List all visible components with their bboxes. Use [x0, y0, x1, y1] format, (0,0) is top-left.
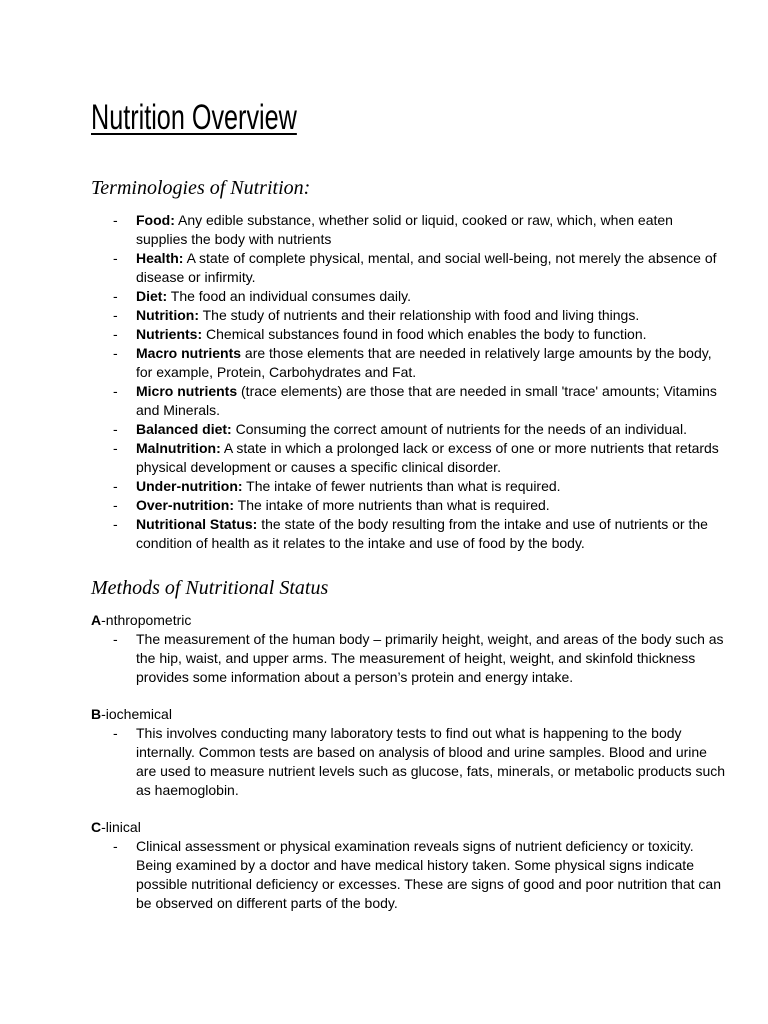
- method-anthropometric-description: - The measurement of the human body – primarily height, weight, and areas of the body such as the hip, waist, and upper arms. The measurement of height, weight, and skinfold thickness provides some information about a person’s protein and energy intake.: [0, 630, 768, 687]
- method-biochemical-list: [0, 724, 768, 800]
- method-anthropometric-label: [91, 611, 191, 630]
- term-item-food: [0, 211, 768, 249]
- method-biochemical-description: - This involves conducting many laboratory tests to find out what is happening to the body internally. Common tests are based on analysis of blood and urine samples. Blood and urine are used to measure nutrient levels such as glucose, fats, minerals, or metabolic products such as haemoglobin.: [0, 724, 768, 800]
- term-label: Over-nutrition:: [136, 497, 234, 513]
- method-clinical-description: - Clinical assessment or physical examination reveals signs of nutrient deficiency or toxicity. Being examined by a doctor and have medical history taken. Some physical signs indicate possible nutritional deficiency or excesses. These are signs of good and poor nutrition that can be observed on different parts of the body.: [0, 837, 768, 913]
- term-item-micro-nutrients: [0, 382, 768, 420]
- method-name-rest: -linical: [101, 819, 141, 835]
- method-clinical-label: [91, 818, 141, 837]
- page-title: Nutrition Overview: [91, 98, 297, 137]
- term-definition: The intake of more nutrients than what is required.: [234, 497, 550, 513]
- method-clinical-list: [0, 837, 768, 913]
- term-label: Nutrition:: [136, 307, 199, 323]
- term-label: Malnutrition:: [136, 440, 221, 456]
- term-item-nutrition: [0, 306, 768, 325]
- method-initial: A: [91, 612, 102, 628]
- term-definition: The intake of fewer nutrients than what is required.: [242, 478, 561, 494]
- term-item-nutrients: [0, 325, 768, 344]
- term-item-diet: [0, 287, 768, 306]
- term-definition: The food an individual consumes daily.: [167, 288, 411, 304]
- term-item-balanced-diet: [0, 420, 768, 439]
- term-definition: are those elements that are needed in relatively large amounts by the body, for example, Protein, Carbohydrates and Fat.: [136, 345, 712, 380]
- term-definition: A state of complete physical, mental, and social well-being, not merely the absence of disease or infirmity.: [136, 250, 717, 285]
- method-initial: C: [91, 819, 102, 835]
- term-item-health: [0, 249, 768, 287]
- term-definition: (trace elements) are those that are needed in small 'trace' amounts; Vitamins and Minerals.: [136, 383, 717, 418]
- method-name-rest: -nthropometric: [101, 612, 192, 628]
- term-item-macro-nutrients: [0, 344, 768, 382]
- term-definition: The study of nutrients and their relationship with food and living things.: [198, 307, 640, 323]
- terminologies-list: [0, 211, 768, 553]
- methods-heading: Methods of Nutritional Status: [91, 577, 329, 599]
- method-biochemical-label: [91, 705, 172, 724]
- term-item-nutritional-status: [0, 515, 768, 553]
- term-definition: Any edible substance, whether solid or liquid, cooked or raw, which, when eaten supplies the body with nutrients: [136, 212, 673, 247]
- method-initial: B: [91, 706, 102, 722]
- terminologies-heading: Terminologies of Nutrition:: [91, 177, 311, 199]
- term-label: Micro nutrients: [136, 383, 238, 399]
- term-label: Food:: [136, 212, 175, 228]
- method-anthropometric-list: [0, 630, 768, 687]
- term-definition: Consuming the correct amount of nutrients for the needs of an individual.: [231, 421, 687, 437]
- term-label: Nutritional Status:: [136, 516, 258, 532]
- term-definition: Chemical substances found in food which enables the body to function.: [202, 326, 647, 342]
- term-item-over-nutrition: [0, 496, 768, 515]
- method-name-rest: -iochemical: [101, 706, 172, 722]
- term-label: Under-nutrition:: [136, 478, 243, 494]
- term-label: Balanced diet:: [136, 421, 232, 437]
- term-label: Macro nutrients: [136, 345, 242, 361]
- term-label: Diet:: [136, 288, 168, 304]
- term-item-under-nutrition: [0, 477, 768, 496]
- term-label: Nutrients:: [136, 326, 203, 342]
- term-definition: the state of the body resulting from the intake and use of nutrients or the condition of health as it relates to the intake and use of food by the body.: [136, 516, 708, 551]
- term-definition: A state in which a prolonged lack or excess of one or more nutrients that retards physical development or causes a specific clinical disorder.: [136, 440, 719, 475]
- term-label: Health:: [136, 250, 184, 266]
- term-item-malnutrition: [0, 439, 768, 477]
